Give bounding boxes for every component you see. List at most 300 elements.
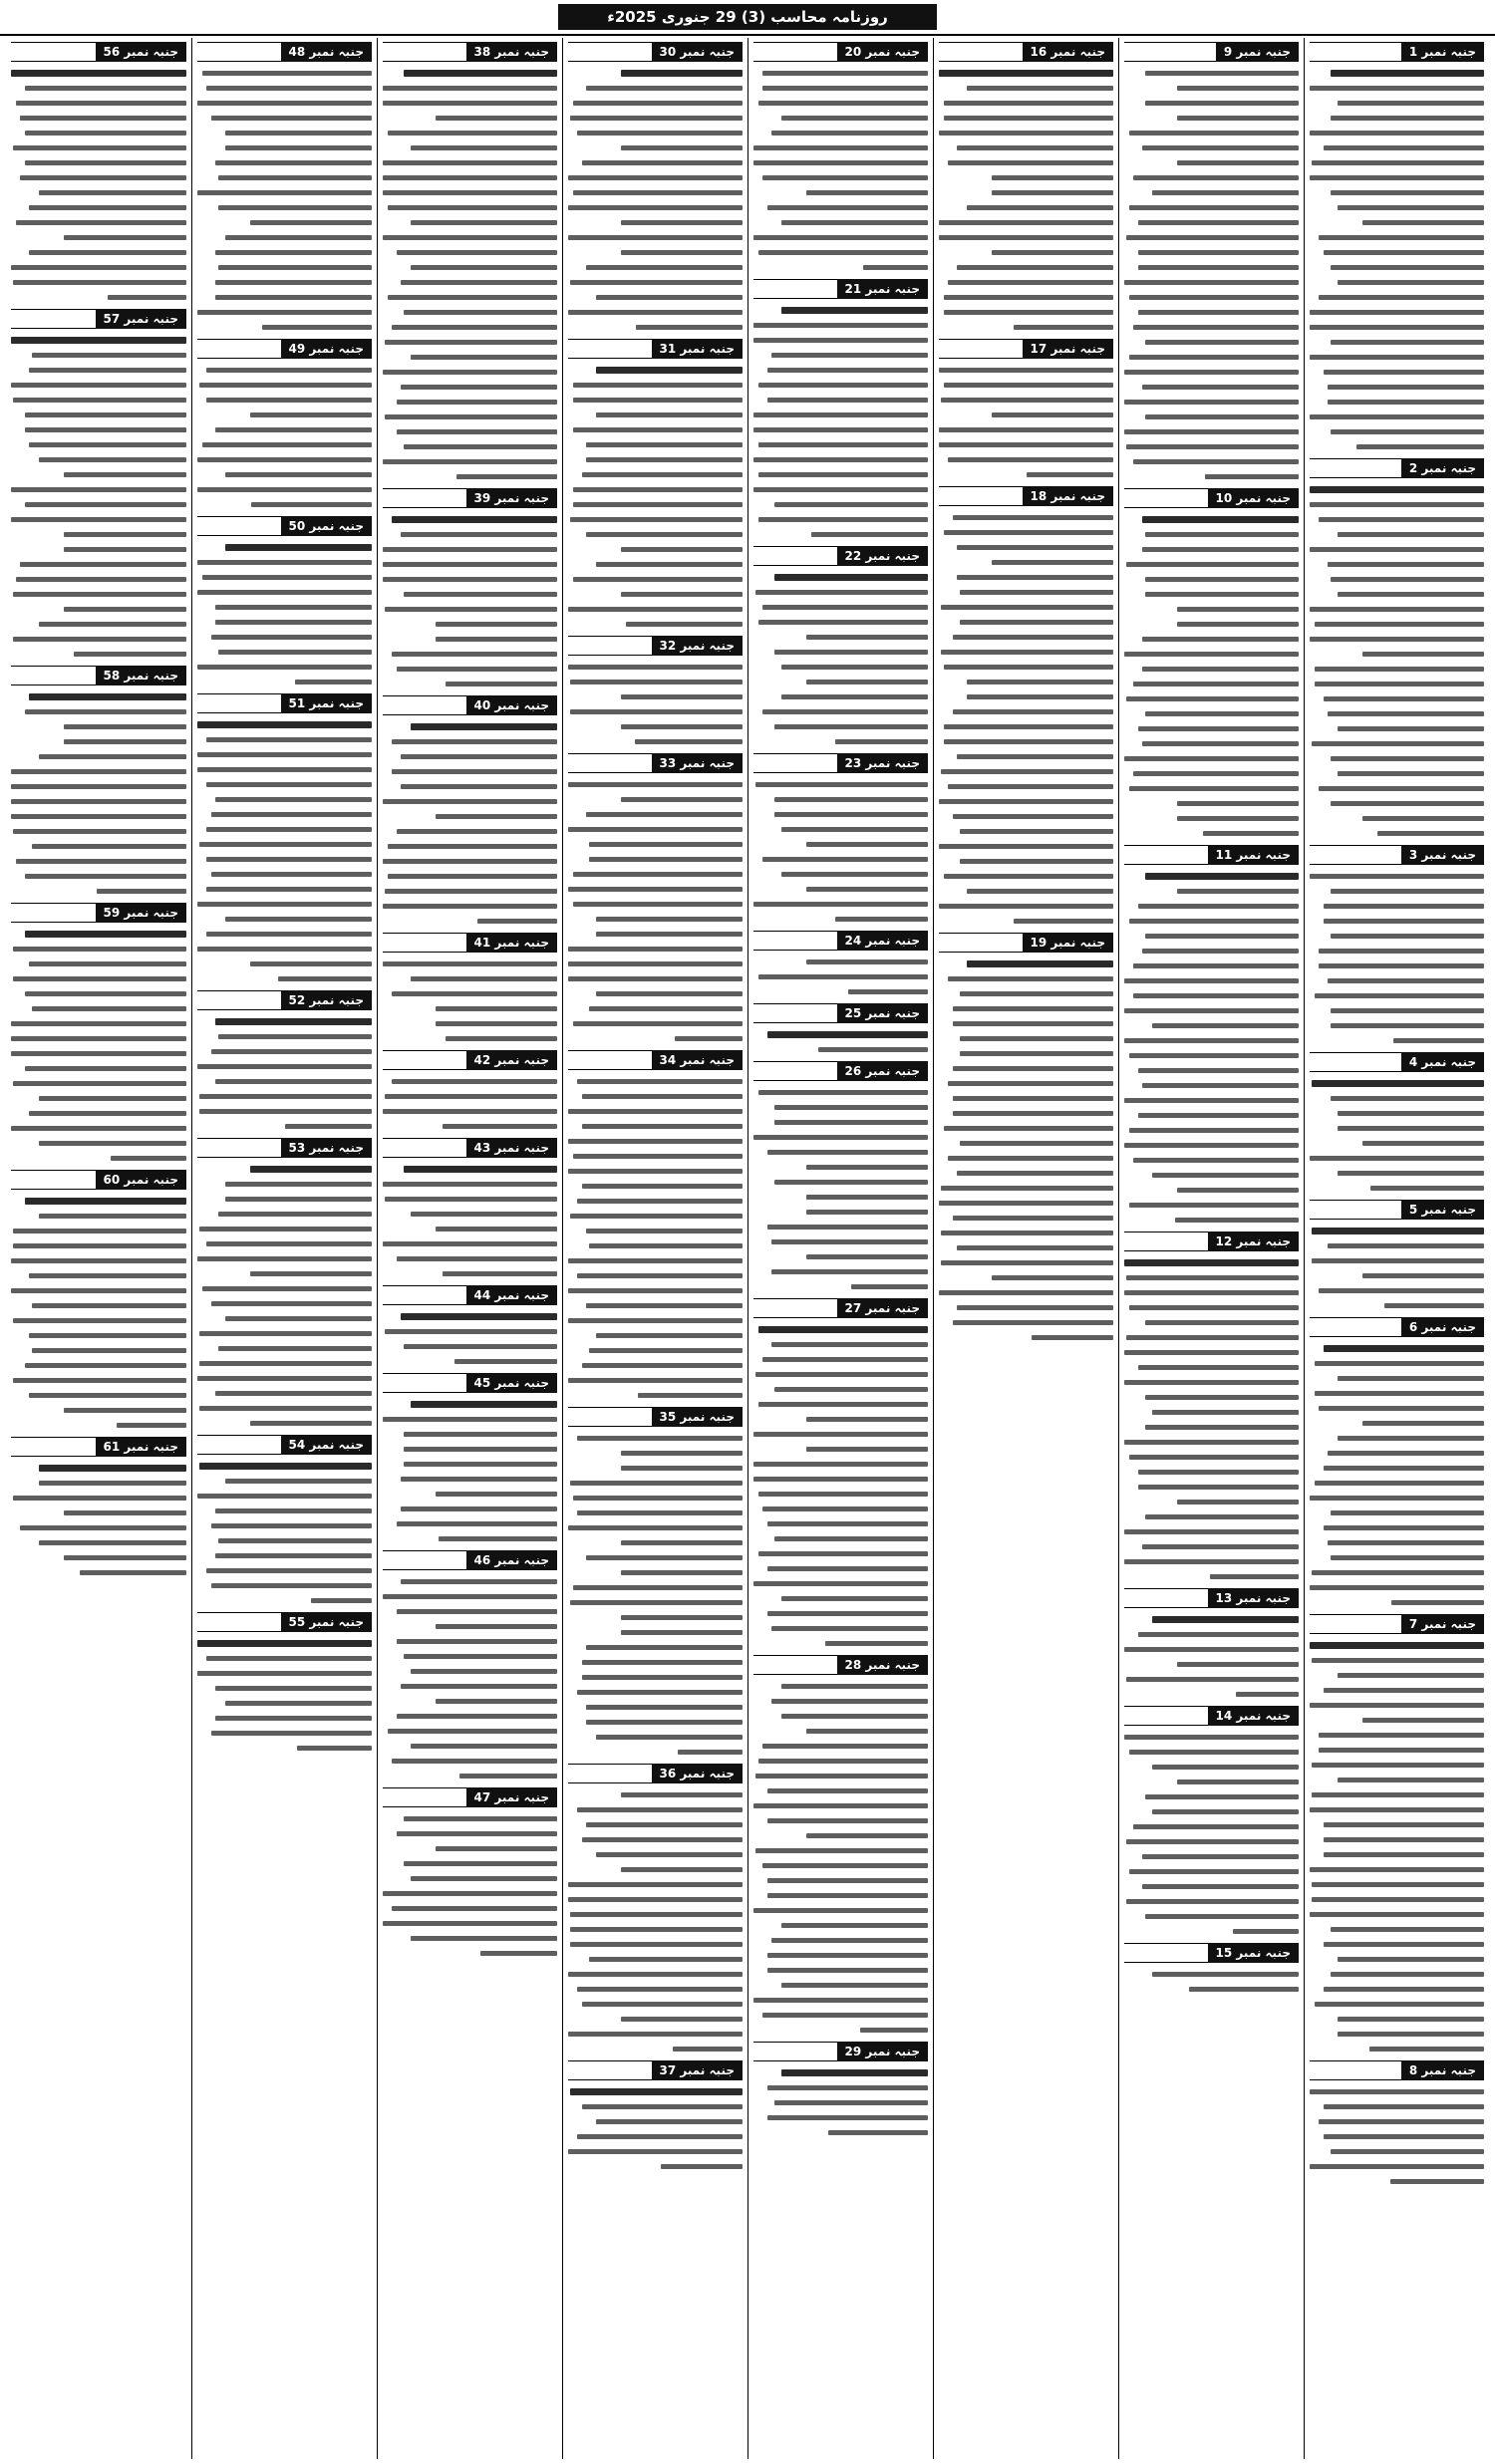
block-heading bbox=[1310, 1200, 1484, 1220]
text-line-ink bbox=[1338, 592, 1484, 597]
text-line bbox=[568, 111, 743, 126]
text-line bbox=[1124, 245, 1299, 260]
text-line-ink bbox=[1338, 1957, 1484, 1962]
text-line bbox=[1310, 320, 1484, 335]
text-line-ink bbox=[573, 190, 743, 195]
block-body-text bbox=[1124, 512, 1299, 841]
block-heading bbox=[1124, 845, 1299, 865]
text-line-ink bbox=[1312, 1763, 1484, 1768]
text-line bbox=[197, 1089, 372, 1104]
text-line bbox=[568, 66, 743, 81]
text-line-ink bbox=[1027, 472, 1114, 477]
text-line-ink bbox=[577, 131, 743, 136]
text-line-ink bbox=[1310, 1867, 1484, 1872]
text-line-ink bbox=[385, 607, 557, 612]
text-line-ink bbox=[1133, 459, 1299, 464]
text-line-ink bbox=[806, 1417, 929, 1422]
heading-rule bbox=[197, 693, 281, 713]
text-line-ink bbox=[397, 1521, 557, 1526]
text-line bbox=[753, 1546, 928, 1561]
text-line-ink bbox=[568, 1109, 743, 1114]
heading-rule bbox=[11, 666, 96, 685]
text-line bbox=[568, 422, 743, 437]
text-line-ink bbox=[1324, 1987, 1484, 1992]
text-line-ink bbox=[250, 412, 373, 417]
text-line-ink bbox=[1362, 1718, 1485, 1723]
text-line bbox=[197, 245, 372, 260]
text-line-ink bbox=[439, 1536, 557, 1541]
block-body-text bbox=[1124, 66, 1299, 484]
text-line-ink bbox=[215, 1391, 373, 1396]
text-line bbox=[568, 1074, 743, 1089]
text-line bbox=[1310, 1371, 1484, 1386]
block-label: جنبہ نمبر 13 bbox=[1208, 1588, 1299, 1608]
text-line-ink bbox=[582, 1124, 743, 1129]
text-line-ink bbox=[218, 265, 372, 270]
text-line-ink bbox=[577, 1987, 743, 1992]
text-line-ink bbox=[939, 844, 1113, 849]
text-line-ink bbox=[573, 487, 743, 492]
text-line bbox=[1124, 1730, 1299, 1745]
text-line bbox=[753, 837, 928, 852]
heading-rule bbox=[753, 2042, 837, 2061]
text-line bbox=[568, 572, 743, 587]
text-line-ink bbox=[1177, 622, 1300, 627]
text-line bbox=[11, 957, 186, 971]
text-line bbox=[197, 732, 372, 747]
text-line-ink bbox=[215, 797, 373, 802]
text-line-ink bbox=[586, 1303, 744, 1308]
text-line bbox=[197, 378, 372, 393]
text-line-ink bbox=[436, 1006, 558, 1011]
text-line-ink bbox=[767, 1031, 928, 1038]
block-heading bbox=[11, 42, 186, 62]
text-line bbox=[1310, 2042, 1484, 2056]
text-line bbox=[1310, 1106, 1484, 1121]
text-line-ink bbox=[1133, 771, 1299, 776]
block-label: جنبہ نمبر 18 bbox=[1023, 486, 1113, 506]
news-block bbox=[753, 2042, 928, 2140]
text-line bbox=[568, 734, 743, 749]
text-line-ink bbox=[383, 1594, 557, 1599]
text-line-ink bbox=[767, 1893, 928, 1898]
text-line bbox=[383, 1236, 557, 1251]
text-line bbox=[383, 1089, 557, 1104]
text-line-ink bbox=[11, 799, 186, 804]
text-line-ink bbox=[568, 235, 743, 240]
text-line-ink bbox=[1315, 2002, 1484, 2007]
text-line bbox=[1124, 1982, 1299, 1997]
text-line-ink bbox=[762, 709, 928, 714]
text-line bbox=[383, 424, 557, 439]
text-line bbox=[1310, 1773, 1484, 1787]
text-line-ink bbox=[1331, 801, 1484, 806]
text-line-ink bbox=[767, 1953, 928, 1958]
text-line bbox=[1124, 706, 1299, 721]
text-line-ink bbox=[25, 1363, 186, 1368]
block-label: جنبہ نمبر 48 bbox=[281, 42, 372, 62]
text-line bbox=[753, 1264, 928, 1279]
text-line bbox=[197, 1636, 372, 1651]
text-line bbox=[568, 1520, 743, 1535]
text-line bbox=[1124, 811, 1299, 826]
text-line bbox=[383, 542, 557, 557]
block-label: جنبہ نمبر 43 bbox=[466, 1138, 557, 1158]
text-line bbox=[1124, 155, 1299, 170]
heading-rule bbox=[939, 42, 1023, 62]
text-line bbox=[383, 439, 557, 454]
text-line bbox=[197, 645, 372, 660]
text-line bbox=[1124, 1300, 1299, 1315]
heading-rule bbox=[1310, 1614, 1401, 1634]
text-line bbox=[197, 320, 372, 335]
text-line-ink bbox=[941, 605, 1113, 610]
text-line-ink bbox=[781, 665, 928, 670]
text-line-ink bbox=[638, 1393, 743, 1398]
news-block bbox=[753, 42, 928, 275]
text-line-ink bbox=[1177, 816, 1300, 821]
text-line-ink bbox=[215, 1553, 373, 1558]
text-line-ink bbox=[1203, 831, 1299, 836]
text-line bbox=[568, 1461, 743, 1476]
text-line-ink bbox=[758, 620, 928, 625]
text-line-ink bbox=[1331, 340, 1484, 345]
text-line-ink bbox=[568, 1139, 743, 1144]
text-line-ink bbox=[401, 1477, 558, 1482]
text-line-ink bbox=[586, 265, 744, 270]
text-line-ink bbox=[1126, 235, 1299, 240]
text-line-ink bbox=[1145, 414, 1299, 419]
text-line-ink bbox=[436, 814, 558, 819]
text-line bbox=[1310, 1283, 1484, 1298]
text-line-ink bbox=[1315, 1391, 1484, 1396]
text-line bbox=[753, 2008, 928, 2023]
text-line-ink bbox=[1310, 310, 1484, 315]
text-line bbox=[568, 882, 743, 897]
text-line-ink bbox=[211, 635, 372, 640]
text-line-ink bbox=[806, 1210, 929, 1215]
text-line-ink bbox=[621, 220, 744, 225]
text-line-ink bbox=[225, 1197, 372, 1202]
text-line bbox=[197, 1236, 372, 1251]
news-block bbox=[1124, 1232, 1299, 1584]
block-heading bbox=[197, 516, 372, 536]
block-body-text bbox=[197, 717, 372, 986]
text-line bbox=[1310, 929, 1484, 944]
heading-rule bbox=[753, 753, 837, 773]
news-block bbox=[939, 42, 1113, 335]
text-line bbox=[197, 837, 372, 852]
text-line bbox=[1310, 1668, 1484, 1683]
text-line bbox=[939, 1240, 1113, 1255]
text-line-ink bbox=[771, 1342, 929, 1347]
text-line-ink bbox=[401, 1579, 558, 1584]
text-line-ink bbox=[621, 1466, 744, 1471]
text-line bbox=[197, 1371, 372, 1386]
text-line bbox=[753, 1115, 928, 1130]
text-line bbox=[753, 1679, 928, 1694]
text-line bbox=[568, 1982, 743, 1997]
text-line bbox=[383, 734, 557, 749]
text-line-ink bbox=[586, 1720, 744, 1725]
text-line-ink bbox=[225, 235, 372, 240]
news-block bbox=[383, 488, 557, 691]
text-line bbox=[1124, 1509, 1299, 1524]
heading-rule bbox=[939, 486, 1023, 506]
block-body-text bbox=[11, 689, 186, 899]
text-line bbox=[11, 348, 186, 363]
text-line-ink bbox=[860, 2028, 928, 2033]
text-line-ink bbox=[1319, 1748, 1484, 1753]
text-line-ink bbox=[443, 1271, 558, 1276]
text-line bbox=[197, 1416, 372, 1431]
block-heading bbox=[383, 933, 557, 953]
text-line-ink bbox=[11, 487, 186, 492]
text-line bbox=[1310, 1520, 1484, 1535]
text-line bbox=[753, 1279, 928, 1294]
text-line bbox=[11, 809, 186, 824]
text-line-ink bbox=[1315, 1481, 1484, 1486]
text-line-ink bbox=[11, 70, 186, 77]
text-line-ink bbox=[568, 1972, 743, 1977]
text-line bbox=[1124, 305, 1299, 320]
text-line-ink bbox=[953, 1216, 1113, 1221]
text-line-ink bbox=[753, 145, 928, 150]
text-line-ink bbox=[1310, 1585, 1484, 1590]
block-label: جنبہ نمبر 31 bbox=[652, 339, 743, 359]
text-line bbox=[1124, 632, 1299, 647]
text-line-ink bbox=[570, 1600, 743, 1605]
text-line bbox=[568, 675, 743, 689]
text-line bbox=[1124, 200, 1299, 215]
text-line-ink bbox=[1338, 2017, 1484, 2022]
text-line-ink bbox=[250, 220, 373, 225]
news-block bbox=[568, 339, 743, 632]
text-line-ink bbox=[755, 782, 928, 787]
block-body-text bbox=[11, 927, 186, 1166]
block-heading bbox=[1310, 1052, 1484, 1072]
text-line-ink bbox=[1331, 1008, 1484, 1013]
text-line bbox=[197, 1296, 372, 1311]
text-line bbox=[197, 1104, 372, 1119]
text-line bbox=[197, 497, 372, 512]
text-line bbox=[568, 437, 743, 452]
text-line-ink bbox=[758, 101, 928, 106]
text-line-ink bbox=[953, 1320, 1113, 1325]
text-line-ink bbox=[771, 1239, 929, 1244]
text-line-ink bbox=[577, 1079, 743, 1084]
text-line-ink bbox=[758, 472, 928, 477]
text-line bbox=[1124, 1183, 1299, 1198]
text-line bbox=[1124, 1554, 1299, 1569]
text-line bbox=[939, 1151, 1113, 1166]
text-line-ink bbox=[1393, 1038, 1484, 1043]
text-line bbox=[568, 1298, 743, 1313]
text-line bbox=[939, 467, 1113, 482]
text-line-ink bbox=[758, 1326, 928, 1333]
text-line-ink bbox=[111, 1156, 186, 1161]
block-label: جنبہ نمبر 2 bbox=[1401, 458, 1484, 478]
text-line-ink bbox=[311, 1598, 372, 1603]
block-heading bbox=[1124, 488, 1299, 508]
text-line bbox=[383, 96, 557, 111]
text-line bbox=[1310, 2012, 1484, 2027]
text-line bbox=[568, 971, 743, 986]
heading-rule bbox=[568, 1407, 652, 1427]
text-line-ink bbox=[32, 1348, 186, 1353]
text-line bbox=[383, 155, 557, 170]
text-line-ink bbox=[11, 383, 186, 388]
text-line bbox=[753, 260, 928, 275]
news-block bbox=[753, 279, 928, 542]
text-line bbox=[753, 867, 928, 882]
text-line bbox=[383, 1162, 557, 1177]
text-line bbox=[11, 1283, 186, 1298]
text-line bbox=[197, 717, 372, 732]
text-line bbox=[753, 1798, 928, 1813]
block-body-text bbox=[1310, 1341, 1484, 1610]
text-line-ink bbox=[1310, 1703, 1484, 1708]
block-body-text bbox=[568, 1431, 743, 1760]
text-line bbox=[197, 1326, 372, 1341]
text-line-ink bbox=[568, 205, 743, 210]
text-line-ink bbox=[568, 947, 743, 952]
block-heading bbox=[197, 1612, 372, 1632]
block-label: جنبہ نمبر 53 bbox=[281, 1138, 372, 1158]
text-line bbox=[1310, 1033, 1484, 1048]
text-line-ink bbox=[1177, 86, 1300, 91]
text-line bbox=[939, 884, 1113, 899]
text-line bbox=[1124, 1879, 1299, 1894]
text-line bbox=[939, 510, 1113, 525]
text-line-ink bbox=[1328, 711, 1485, 716]
text-line bbox=[1310, 1166, 1484, 1181]
text-line-ink bbox=[25, 991, 186, 996]
text-line bbox=[383, 1901, 557, 1916]
text-line bbox=[1310, 305, 1484, 320]
text-line bbox=[568, 1268, 743, 1283]
text-line bbox=[939, 320, 1113, 335]
text-line bbox=[753, 1100, 928, 1115]
text-line bbox=[383, 1412, 557, 1427]
text-line bbox=[753, 822, 928, 837]
text-line-ink bbox=[218, 1034, 372, 1039]
text-line-ink bbox=[1124, 1143, 1299, 1148]
text-line bbox=[568, 1862, 743, 1877]
text-line bbox=[1124, 512, 1299, 527]
text-line bbox=[11, 749, 186, 764]
text-line bbox=[1124, 602, 1299, 617]
text-line-ink bbox=[1338, 101, 1484, 106]
text-line-ink bbox=[1129, 1053, 1299, 1058]
block-label: جنبہ نمبر 10 bbox=[1208, 488, 1299, 508]
text-line-ink bbox=[1142, 741, 1300, 746]
text-line bbox=[383, 572, 557, 587]
text-line-ink bbox=[39, 1096, 186, 1101]
text-line-ink bbox=[1177, 607, 1300, 612]
text-line-ink bbox=[626, 622, 743, 627]
text-line-ink bbox=[774, 1105, 928, 1110]
text-line-ink bbox=[32, 844, 186, 849]
text-line bbox=[11, 602, 186, 617]
text-line bbox=[1310, 2027, 1484, 2042]
block-heading bbox=[568, 339, 743, 359]
text-line bbox=[197, 792, 372, 807]
text-line-ink bbox=[1324, 145, 1484, 150]
text-line-ink bbox=[1126, 1335, 1299, 1340]
text-line bbox=[197, 675, 372, 689]
text-line bbox=[939, 393, 1113, 408]
block-heading bbox=[197, 42, 372, 62]
text-line-ink bbox=[388, 205, 557, 210]
text-line-ink bbox=[577, 1690, 743, 1695]
text-line bbox=[197, 1044, 372, 1059]
text-line bbox=[197, 1029, 372, 1044]
text-line bbox=[1124, 1123, 1299, 1138]
text-line bbox=[1310, 350, 1484, 365]
block-label: جنبہ نمبر 38 bbox=[466, 42, 557, 62]
text-line-ink bbox=[13, 947, 186, 952]
text-line bbox=[1310, 1401, 1484, 1416]
text-line-ink bbox=[1152, 190, 1299, 195]
text-line-ink bbox=[753, 323, 928, 328]
text-line bbox=[1310, 1862, 1484, 1877]
news-block bbox=[939, 486, 1113, 929]
text-line bbox=[197, 111, 372, 126]
text-line-ink bbox=[621, 2017, 744, 2022]
text-line-ink bbox=[944, 101, 1113, 106]
text-line bbox=[753, 1621, 928, 1636]
text-line bbox=[11, 971, 186, 986]
text-line bbox=[1124, 1672, 1299, 1687]
text-line bbox=[1310, 1431, 1484, 1446]
text-line bbox=[753, 719, 928, 734]
text-line-ink bbox=[197, 721, 372, 728]
text-line bbox=[197, 81, 372, 96]
text-line-ink bbox=[1391, 1600, 1484, 1605]
text-line bbox=[383, 1516, 557, 1531]
text-line bbox=[197, 1681, 372, 1696]
text-line bbox=[1310, 1817, 1484, 1832]
block-heading bbox=[383, 488, 557, 508]
block-body-text bbox=[1124, 869, 1299, 1228]
text-line bbox=[383, 1487, 557, 1502]
text-line bbox=[753, 1591, 928, 1606]
text-line bbox=[197, 540, 372, 555]
text-line-ink bbox=[1328, 1451, 1485, 1456]
block-label: جنبہ نمبر 57 bbox=[96, 309, 186, 329]
text-line bbox=[383, 749, 557, 764]
text-line-ink bbox=[383, 370, 557, 375]
block-heading bbox=[753, 1061, 928, 1081]
text-line-ink bbox=[573, 502, 743, 507]
text-line-ink bbox=[941, 1186, 1113, 1191]
text-line bbox=[939, 809, 1113, 824]
heading-rule bbox=[568, 1050, 652, 1070]
text-line-ink bbox=[589, 842, 743, 847]
block-body-text bbox=[1124, 1612, 1299, 1702]
text-line bbox=[568, 96, 743, 111]
text-line-ink bbox=[1138, 904, 1299, 909]
text-line bbox=[939, 1016, 1113, 1031]
text-line bbox=[568, 1535, 743, 1550]
masthead-bar bbox=[0, 0, 1495, 36]
text-line-ink bbox=[411, 1876, 557, 1881]
text-line-ink bbox=[1331, 2149, 1484, 2154]
block-body-text bbox=[383, 719, 557, 929]
text-line-ink bbox=[262, 325, 372, 330]
text-line-ink bbox=[211, 1583, 372, 1588]
